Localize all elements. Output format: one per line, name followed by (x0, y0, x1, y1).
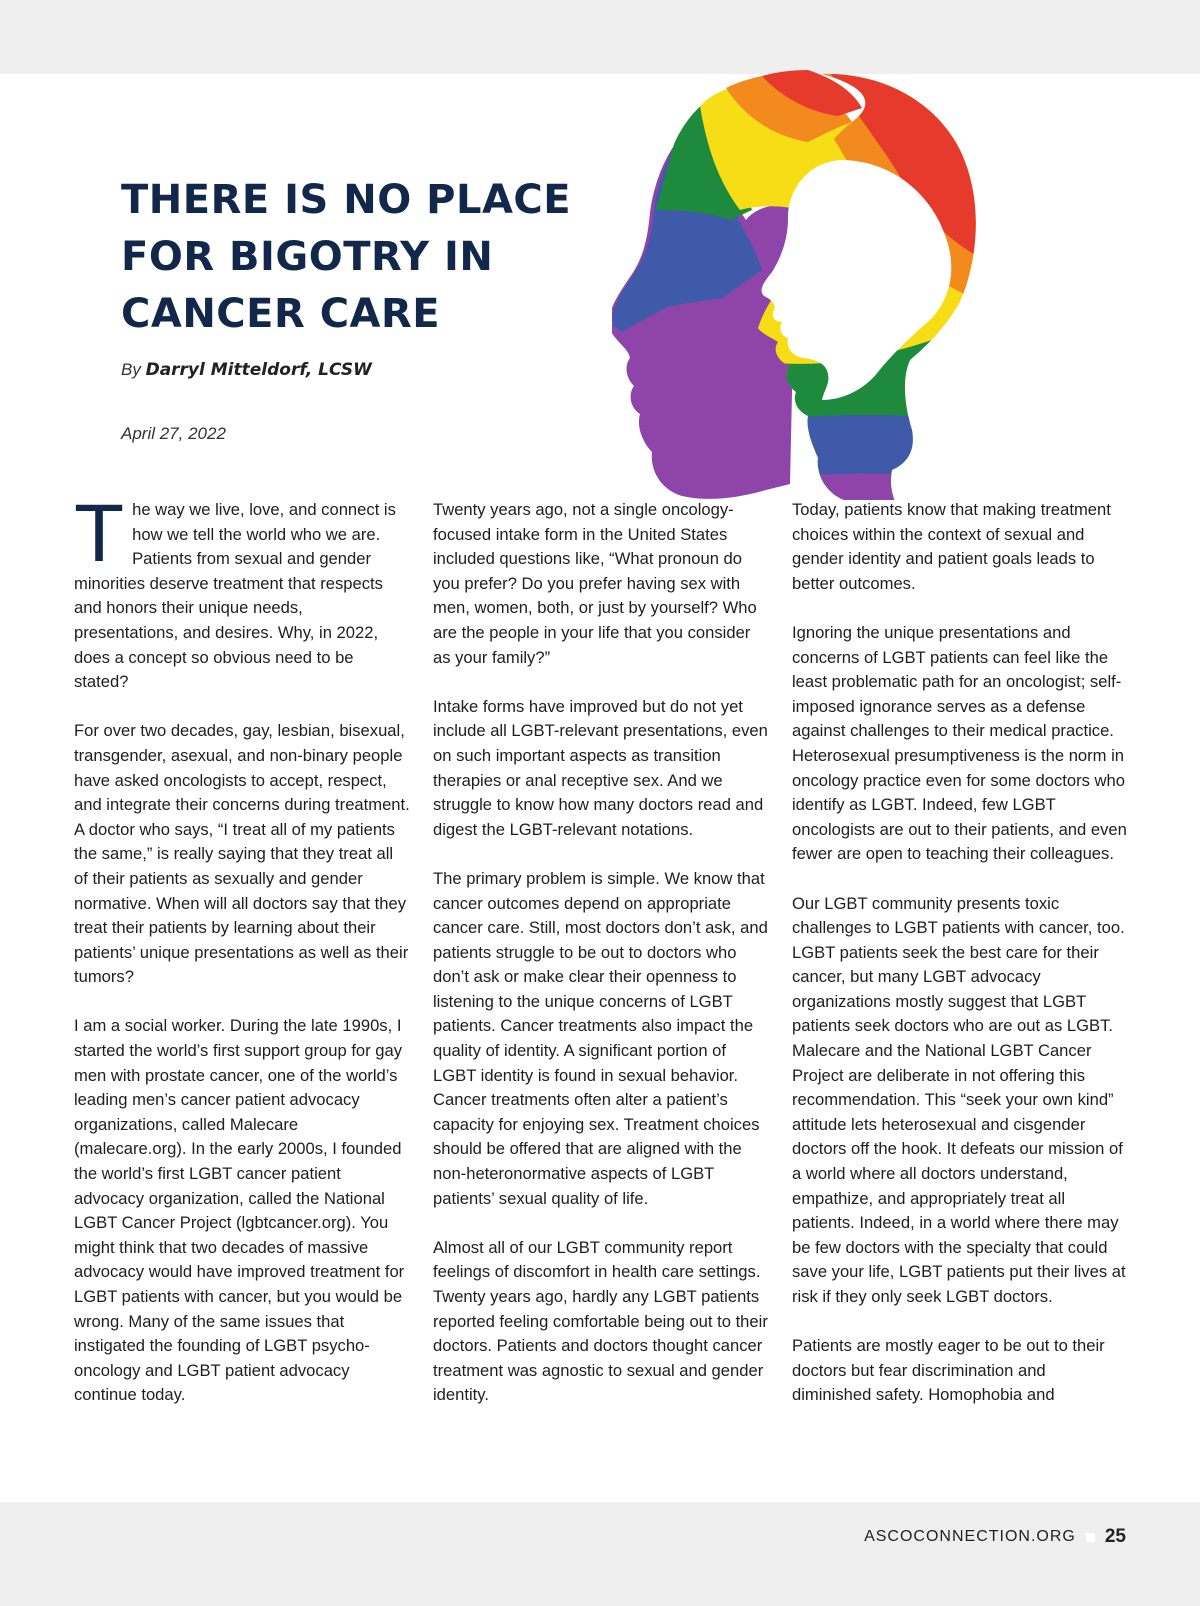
text-column-1 (74, 488, 410, 1433)
rainbow-head-profile-icon (612, 60, 1002, 500)
article-title: THERE IS NO PLACE FOR BIGOTRY IN CANCER CARE (121, 177, 572, 337)
paragraph: Intake forms have improved but do not yet include all LGBT-relevant presentations, even on such important aspects as transition therapies or anal receptive sex. And we struggle to know how many doctors read and digest the LGBT-relevant notations. (433, 696, 768, 839)
paragraph: Patients are mostly eager to be out to their doctors but fear discrimination and diminished safety. Homophobia and (792, 1336, 1105, 1405)
article-page (0, 74, 1200, 1502)
page-footer (864, 1526, 1126, 1548)
author-name: Darryl Mitteldorf, LCSW (145, 360, 372, 380)
byline (121, 360, 372, 380)
separator-square-icon (1086, 1533, 1095, 1542)
paragraph: Our LGBT community presents toxic challenges to LGBT patients with cancer, too. LGBT patients seek the best care for their cancer, but many LGBT advocacy organizations mostly suggest that LGBT patients seek doctors who are out as LGBT. Malecare and the National LGBT Cancer Project are deliberate in not offering this recommendation. This “seek your own kind” attitude lets heterosexual and cisgender doctors off the hook. It defeats our mission of a world where all doctors understand, empathize, and appropriately treat all patients. Indeed, in a world where there may be few doctors with the specialty that could save your life, LGBT patients put their lives at risk if they only seek LGBT doctors. (792, 893, 1126, 1306)
article-date: April 27, 2022 (121, 424, 226, 443)
paragraph: I am a social worker. During the late 1990s, I started the world’s first support group for gay men with prostate cancer, one of the world’s leading men’s cancer patient advocacy organizations, called Malecare (malecare.org). In the early 2000s, I founded the world’s first LGBT cancer patient advocacy organization, called the National LGBT Cancer Project (lgbtcancer.org). You might think that two decades of massive advocacy would have improved treatment for LGBT patients with cancer, but you would be wrong. Many of the same issues that instigated the founding of LGBT psycho-oncology and LGBT patient advocacy continue today. (74, 1016, 405, 1405)
paragraph: Today, patients know that making treatment choices within the context of sexual and gender identity and patient goals leads to better outcomes. (792, 500, 1111, 593)
byline-prefix: By (121, 360, 141, 379)
paragraph: For over two decades, gay, lesbian, bisexual, transgender, asexual, and non-binary people have asked oncologists to accept, respect, and integrate their concerns during treatment. A doctor who says, “I treat all of my patients the same,” is really saying that they treat all of their patients as sexually and gender normative. When will all doctors say that they treat their patients by learning about their patients’ unique presentations as well as their tumors? (74, 721, 410, 987)
footer-site[interactable]: ASCOCONNECTION.ORG (864, 1528, 1076, 1545)
paragraph: Almost all of our LGBT community report feelings of discomfort in health care settings. Twenty years ago, hardly any LGBT patients reported feeling comfortable being out to their doctors. Patients and doctors thought cancer treatment was agnostic to sexual and gender identity. (433, 1237, 768, 1405)
drop-cap: T (74, 488, 125, 579)
page-number: 25 (1104, 1526, 1126, 1547)
paragraph: Ignoring the unique presentations and concerns of LGBT patients can feel like the least problematic path for an oncologist; self-imposed ignorance serves as a defense against challenges to their medical practice. Heterosexual presumptiveness is the norm in oncology practice even for some doctors who identify as LGBT. Indeed, few LGBT oncologists are out to their patients, and even fewer are open to teaching their colleagues. (792, 622, 1127, 864)
text-column-3 (792, 498, 1128, 1433)
paragraph: Twenty years ago, not a single oncology-focused intake form in the United States included questions like, “What pronoun do you prefer? Do you prefer having sex with men, women, both, or just by yourself? Who are the people in your life that you consider as your family?” (433, 500, 757, 667)
paragraph: The way we live, love, and connect is how we tell the world who we are. Patients from sexual and gender minorities deserve treatment that respects and honors their unique needs, presentations, and desires. Why, in 2022, does a concept so obvious need to be stated? (74, 488, 396, 692)
paragraph: The primary problem is simple. We know that cancer outcomes depend on appropriate cancer care. Still, most doctors don’t ask, and patients struggle to be out to doctors who don’t ask or make clear their openness to listening to the unique concerns of LGBT patients. Cancer treatments also impact the quality of identity. A significant portion of LGBT identity is found in sexual behavior. Cancer treatments often alter a patient’s capacity for enjoying sex. Treatment choices should be offered that are aligned with the non-heteronormative aspects of LGBT patients’ sexual quality of life. (433, 868, 768, 1208)
text-column-2 (433, 498, 769, 1433)
